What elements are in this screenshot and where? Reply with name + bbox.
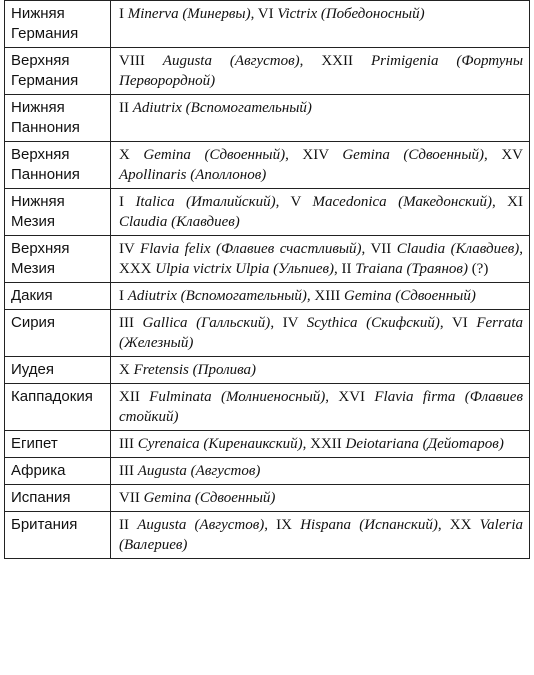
legion-number: , XV bbox=[484, 147, 523, 163]
legion-number: IV bbox=[119, 241, 141, 257]
province-cell: Британия bbox=[5, 512, 111, 559]
legion-name: Flavia firma (Флавиев стойкий) bbox=[119, 389, 523, 425]
legion-name: Victrix (Победоносный) bbox=[277, 6, 425, 22]
legion-name: Apollinaris (Аполлонов) bbox=[119, 167, 267, 183]
legion-name: Gemina (Сдвоенный) bbox=[143, 147, 286, 163]
legion-name: Cyrenaica (Киренаикский) bbox=[137, 436, 303, 452]
province-cell: Испания bbox=[5, 485, 111, 512]
legions-cell bbox=[111, 1, 530, 48]
legion-name: Gemina (Сдвоенный) bbox=[143, 490, 276, 506]
legions-cell bbox=[111, 384, 530, 431]
table-row bbox=[5, 485, 530, 512]
legion-number: XII bbox=[119, 389, 150, 405]
table-row bbox=[5, 310, 530, 357]
legion-number: VII bbox=[119, 490, 144, 506]
legion-number: , IX bbox=[264, 517, 301, 533]
legion-name: Ferrata (Железный) bbox=[119, 315, 523, 351]
table-row bbox=[5, 431, 530, 458]
legion-number: II bbox=[119, 100, 133, 116]
legion-name: Fulminata (Молниеносный) bbox=[149, 389, 326, 405]
province-cell: Нижняя Германия bbox=[5, 1, 111, 48]
legion-number: I bbox=[119, 194, 136, 210]
legion-number: I bbox=[119, 288, 128, 304]
legion-name: Macedonica (Македонский) bbox=[312, 194, 492, 210]
legion-name: Traiana (Траянов) bbox=[355, 261, 468, 277]
legions-cell bbox=[111, 458, 530, 485]
legion-name: Gemina (Сдвоенный) bbox=[344, 288, 476, 304]
province-cell: Египет bbox=[5, 431, 111, 458]
legions-cell bbox=[111, 95, 530, 142]
legion-number: , II bbox=[334, 261, 356, 277]
legion-number: (?) bbox=[467, 261, 489, 277]
table-row bbox=[5, 357, 530, 384]
legions-cell bbox=[111, 310, 530, 357]
table-row bbox=[5, 458, 530, 485]
legion-name: Gallica (Галльский) bbox=[142, 315, 271, 331]
table-row bbox=[5, 236, 530, 283]
table-row bbox=[5, 283, 530, 310]
legion-number: , XXII bbox=[302, 436, 346, 452]
legion-number: X bbox=[119, 362, 134, 378]
legion-number: VIII bbox=[119, 53, 163, 69]
legion-number: , XIII bbox=[306, 288, 344, 304]
legion-number: , VI bbox=[250, 6, 278, 22]
legions-cell bbox=[111, 236, 530, 283]
legions-cell bbox=[111, 283, 530, 310]
legion-number: , VI bbox=[439, 315, 477, 331]
legions-cell bbox=[111, 357, 530, 384]
legion-number: III bbox=[119, 463, 138, 479]
legion-name: Augusta (Августов) bbox=[137, 517, 265, 533]
legion-name: Deiotariana (Дейотаров) bbox=[345, 436, 504, 452]
table-row bbox=[5, 142, 530, 189]
legion-name: Claudia (Клавдиев) bbox=[396, 241, 520, 257]
legion-name: Adiutrix (Вспомогательный) bbox=[132, 100, 312, 116]
table-row bbox=[5, 384, 530, 431]
legion-name: Claudia (Клавдиев) bbox=[119, 214, 240, 230]
legion-name: Augusta (Августов) bbox=[162, 53, 300, 69]
legion-number: III bbox=[119, 315, 143, 331]
legion-name: Italica (Италийский) bbox=[135, 194, 276, 210]
province-cell: Нижняя Паннония bbox=[5, 95, 111, 142]
province-cell: Африка bbox=[5, 458, 111, 485]
table-row bbox=[5, 189, 530, 236]
legion-number: X bbox=[119, 147, 144, 163]
legions-cell bbox=[111, 189, 530, 236]
legion-number: II bbox=[119, 517, 138, 533]
province-cell: Верхняя Германия bbox=[5, 48, 111, 95]
legions-table bbox=[4, 0, 530, 559]
legions-cell bbox=[111, 512, 530, 559]
legion-name: Scythica (Скифский) bbox=[306, 315, 440, 331]
province-cell: Каппадокия bbox=[5, 384, 111, 431]
legion-name: Minerva (Минервы) bbox=[127, 6, 251, 22]
legion-number: , XXX bbox=[119, 241, 523, 277]
legions-cell bbox=[111, 431, 530, 458]
legion-name: Adiutrix (Вспомогательный) bbox=[127, 288, 307, 304]
legion-number: , VII bbox=[361, 241, 397, 257]
legion-name: Primigenia (Фортуны Перворордной) bbox=[119, 53, 523, 89]
legion-number: , XI bbox=[492, 194, 524, 210]
legion-name: Hispana (Испанский) bbox=[300, 517, 438, 533]
legion-number: , XX bbox=[437, 517, 480, 533]
legions-table-body bbox=[5, 1, 530, 559]
province-cell: Верхняя Мезия bbox=[5, 236, 111, 283]
legions-cell bbox=[111, 485, 530, 512]
legion-number: , XVI bbox=[325, 389, 375, 405]
legion-name: Flavia felix (Флавиев счастливый) bbox=[140, 241, 362, 257]
legion-name: Gemina (Сдвоенный) bbox=[342, 147, 484, 163]
province-cell: Иудея bbox=[5, 357, 111, 384]
province-cell: Нижняя Мезия bbox=[5, 189, 111, 236]
legion-name: Augusta (Августов) bbox=[137, 463, 261, 479]
legion-name: Ulpia victrix Ulpia (Ульпиев) bbox=[155, 261, 335, 277]
province-cell: Сирия bbox=[5, 310, 111, 357]
legion-number: , IV bbox=[270, 315, 307, 331]
table-row bbox=[5, 512, 530, 559]
legion-number: , XXII bbox=[299, 53, 371, 69]
province-cell: Верхняя Паннония bbox=[5, 142, 111, 189]
province-cell: Дакия bbox=[5, 283, 111, 310]
legion-number: I bbox=[119, 6, 128, 22]
legions-cell bbox=[111, 48, 530, 95]
table-row bbox=[5, 48, 530, 95]
legion-number: , XIV bbox=[285, 147, 343, 163]
legion-number: , V bbox=[275, 194, 313, 210]
table-row bbox=[5, 95, 530, 142]
legion-name: Fretensis (Пролива) bbox=[133, 362, 257, 378]
legion-name: Valeria (Валериев) bbox=[119, 517, 524, 553]
table-row bbox=[5, 1, 530, 48]
legion-number: III bbox=[119, 436, 138, 452]
legions-cell bbox=[111, 142, 530, 189]
